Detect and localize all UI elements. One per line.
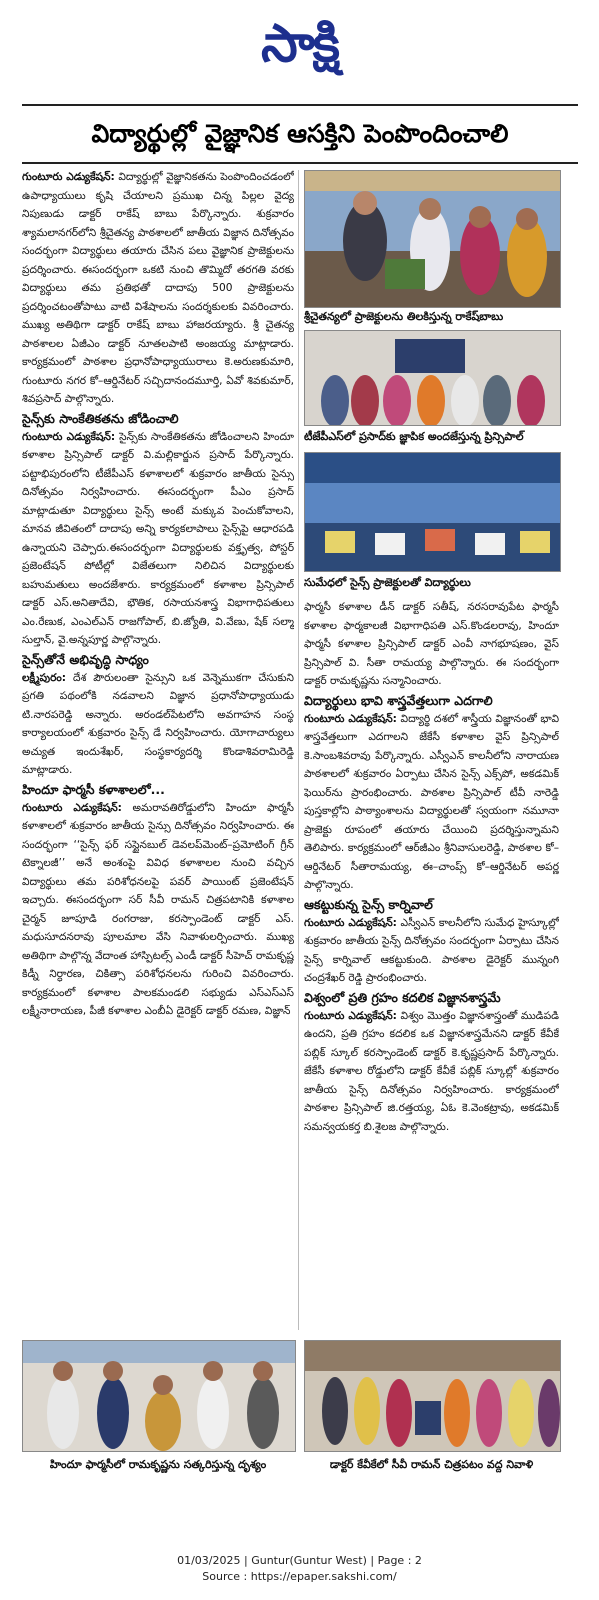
photo-image — [305, 171, 560, 307]
column-divider — [298, 170, 299, 1330]
photo-sri-chaitanya — [304, 170, 561, 308]
dateline: గుంటూరు ఎడ్యుకేషన్: — [304, 916, 397, 929]
article-body: విద్యార్థుల్లో వైజ్ఞానికతను పెంపొందించడంలో ఉపాధ్యాయులు కృషి చేయాలని ప్రముఖ చిన్న పిల్లల వైద్య నిపుణుడు డాక్టర్ రాకేష్ బాబు పేర్కొన్నారు. శుక్రవారం శ్యామలానగర్‌లోని శ్రీచైతన్య పాఠశాలలో జాతీయ విజ్ఞాన దినోత్సవం సందర్భంగా విద్యార్థులు తయారు చేసిన పలు వైజ్ఞానిక ప్రాజెక్టులను ప్రదర్శించారు. ఈసందర్భంగా ఒకటి నుంచి తొమ్మిదో తరగతి వరకు విద్యార్థులు తమ ప్రతిభతో దాదాపు 500 ప్రాజెక్టులను ప్రదర్శించటంతోపాటు వాటి విశేషాలను సందర్శకులకు వివరించారు. ముఖ్య అతిథిగా డాక్టర్ రాకేష్ బాబు హాజరయ్యారు. శ్రీ చైతన్య పాఠశాలల ఏజీఎం డాక్టర్ నూతలపాటి అంజయ్య మాట్లాడారు. కార్యక్రమంలో పాఠశాల ప్రధానోపాధ్యాయురాలు కె.అరుణకుమారి, గుంటూరు నగర కో–ఆర్డినేటర్ సచ్చిదానందమూర్తి, ఏవో శివకుమార్, శివప్రసాద్ పాల్గొన్నారు. — [22, 171, 294, 405]
article-body: ఎస్వీఎన్ కాలనీలోని సుమేధ హైస్కూల్లో శుక్రవారం జాతీయ సైన్స్ దినోత్సవం సందర్భంగా ఏర్పాటు చేసిన సైన్స్ కార్నివాల్ ఆకట్టుకుంది. పాఠశాల డైరెక్టర్ మున్నంగి చంద్రశేఖర్ రెడ్డి ప్రారంభించారు. — [304, 916, 559, 984]
dateline: లక్ష్మీపురం: — [22, 671, 66, 684]
right-column — [304, 598, 559, 1328]
subheading: సైన్స్‌కు సాంకేతికతను జోడించాలి — [22, 410, 179, 426]
photo-caption: సుమేధలో సైన్స్ ప్రాజెక్టులతో విద్యార్థులు — [304, 576, 471, 589]
subheading: సైన్స్‌తోనే అభివృద్ధి సాధ్యం — [22, 651, 149, 667]
dateline: గుంటూరు ఎడ్యుకేషన్: — [304, 1009, 397, 1022]
photo-sumedha — [304, 452, 561, 572]
subheading: విశ్వంలో ప్రతి గ్రహం కదలిక విజ్ఞానశాస్త్రమే — [304, 989, 501, 1005]
photo-tjps — [304, 330, 561, 426]
article-paragraph — [304, 710, 559, 895]
footer-source: Source : https://epaper.sakshi.com/ — [202, 1570, 397, 1583]
photo-image — [305, 453, 560, 571]
photo-caption: హిందూ ఫార్మసీలో రామకృష్ణను సత్కరిస్తున్న దృశ్యం — [49, 1458, 267, 1471]
dateline: గుంటూరు ఎడ్యుకేషన్: — [304, 712, 397, 725]
photo-caption: డాక్టర్ కేవీకేలో సీవీ రామన్ చిత్రపటం వద్ద నివాళి — [329, 1458, 534, 1471]
article-paragraph — [22, 168, 294, 409]
subheading: ఆకట్టుకున్న సైన్స్ కార్నివాల్ — [304, 896, 433, 912]
dateline: గుంటూరు ఎడ్యుకేషన్: — [22, 430, 116, 443]
headline: విద్యార్థుల్లో వైజ్ఞానిక ఆసక్తిని పెంపొందించాలి — [91, 119, 509, 148]
sakshi-logo: సాక్షి — [261, 14, 338, 74]
article-body: విద్యార్థి దశలో శాస్త్రీయ విజ్ఞానంతో భావి శాస్త్రవేత్తలుగా ఎదగాలని జేకేసీ కళాశాల వైస్ ప్రిన్సిపాల్ కె.సాంబశివరావు పేర్కొన్నారు. ఎస్వీఎన్ కాలనీలోని నారాయణ పాఠశాలలో శుక్రవారం ఏర్పాటు చేసిన సైన్స్ ఎక్స్‌పో, అకడమిక్ ఫెయిర్‌ను ప్రారంభించారు. పాఠశాల ప్రిన్సిపాల్ టీవీ నారెడ్డి పుస్తకాల్లోని పాఠ్యాంశాలను విద్యార్థులతో స్వయంగా నమూనా ప్రాజెక్టు రూపంలో తయారు చేయించి ప్రదర్శిస్తున్నామని తెలిపారు. కార్యక్రమంలో ఆర్‌జీఎం శ్రీనివాసులరెడ్డి, పాఠశాల కో–ఆర్డినేటర్ సీతారామయ్య, ఈ–చాంప్స్ కో–ఆర్డినేటర్ అపర్ణ పాల్గొన్నారు. — [304, 712, 559, 891]
photo-image — [305, 331, 560, 425]
headline-top-rule — [22, 104, 578, 106]
article-body: సైన్స్‌కు సాంకేతికతను జోడించాలని హిందూ కళాశాల ప్రిన్సిపాల్ డాక్టర్ వి.మల్లికార్జున ప్రసాద్ పేర్కొన్నారు. పట్టాభిపురంలోని టీజేపీఎస్ కళాశాలలో శుక్రవారం జాతీయ సైన్సు దినోత్సవం నిర్వహించారు. ఈసందర్భంగా పీఎం ప్రసాద్ మాట్లాడుతూ విద్యార్థులు సైన్స్ అంటే మక్కువ పెంచుకోవాలని, మానవ జీవితంలో దాదాపు అన్ని కార్యకలాపాలు సైన్స్‌పై ఆధారపడి ఉన్నాయని చెప్పారు.ఈసందర్భంగా విద్యార్థులకు వక్తృత్వ, పోస్టర్ ప్రజెంటేషన్ పోటీల్లో విజేతలుగా నిలిచిన విద్యార్థులకు బహుమతులు అందజేశారు. కార్యక్రమంలో కళాశాల ప్రిన్సిపాల్ డాక్టర్ ఎస్.అనితాదేవి, భౌతిక, రసాయనశాస్త్ర విభాగాధిపతులు ఎం.రేణుక, ఎంఎల్ఎన్ రాజగోపాల్, బి.జ్యోతి, వి.వేణు, షేక్ సల్మా సుల్తాన్, వై.అన్నపూర్ణ పాల్గొన్నారు. — [22, 430, 294, 646]
masthead — [0, 0, 599, 90]
article-paragraph — [22, 799, 294, 1021]
article-paragraph — [22, 428, 294, 650]
photo-image — [305, 1341, 560, 1451]
photo-hindu-pharmacy — [22, 1340, 296, 1452]
photo-image — [23, 1341, 295, 1451]
footer-info: 01/03/2025 | Guntur(Guntur West) | Page : 2 — [177, 1554, 422, 1567]
left-column — [22, 168, 294, 1326]
article-body: అమరావతిరోడ్డులోని హిందూ ఫార్మసీ కళాశాలలో శుక్రవారం జాతీయ సైన్సు దినోత్సవం నిర్వహించారు. ఈ సందర్భంగా ‘‘సైన్స్ ఫర్ సస్టైనబుల్ డెవలప్‌మెంట్–ప్రమోటింగ్ గ్రీన్ టెక్నాలజీ’’ అనే అంశంపై వివిధ కళాశాలల నుంచి వచ్చిన విద్యార్థులు తమ పరిశోధనలపై పవర్ పాయింట్ ప్రజెంటేషన్ ఇచ్చారు. ఈసందర్భంగా సర్ సీవీ రామన్ చిత్రపటానికి కళాశాల చైర్మన్ జూపూడి రంగరాజు, కరస్పాండెంట్ డాక్టర్ ఎస్. మధుసూదనరావు పూలమాల వేసి నివాళులర్పించారు. ముఖ్య అతిథిగా పాల్గొన్న వేదాంత హాస్పిటల్స్ ఎండీ డాక్టర్ సీహెచ్ రామకృష్ణ కిడ్నీ నిర్ధారణ, చికిత్సా పరిశోధనలను గురించి వివరించారు. కార్యక్రమంలో కళాశాల పాలకమండలి సభ్యుడు ఎస్ఎస్ఎస్ లక్ష్మీనారాయణ, పీజీ కళాశాల ఎంబీఏ డైరెక్టర్ డాక్టర్ రమణ, విజ్ఞాన్ — [22, 801, 294, 1017]
subheading: విద్యార్థులు భావి శాస్త్రవేత్తలుగా ఎదగాలి — [304, 692, 493, 708]
dateline: గుంటూరు ఎడ్యుకేషన్: — [22, 801, 122, 814]
photo-caption: శ్రీచైతన్యలో ప్రాజెక్టులను తిలకిస్తున్న రాకేష్‌బాబు — [304, 310, 504, 323]
article-paragraph — [304, 1007, 559, 1137]
photo-kvk — [304, 1340, 561, 1452]
subheading: హిందూ ఫార్మసీ కళాశాలలో... — [22, 781, 165, 797]
dateline: గుంటూరు ఎడ్యుకేషన్: — [22, 171, 115, 183]
photo-caption: టీజేపీఎస్‌లో ప్రసాద్‌కు జ్ఞాపిక అందజేస్తున్న ప్రిన్సిపాల్ — [304, 430, 524, 443]
article-paragraph — [22, 669, 294, 780]
article-body: విశ్వం మొత్తం విజ్ఞానశాస్త్రంతో ముడిపడి ఉందని, ప్రతి గ్రహం కదలిక ఒక విజ్ఞానశాస్త్రమేనని డాక్టర్ కేవీకే పబ్లిక్ స్కూల్ కరస్పాండెంట్ డాక్టర్ కె.కృష్ణప్రసాద్ పేర్కొన్నారు. జేకేసీ కళాశాల రోడ్డులోని డాక్టర్ కేవీకే పబ్లిక్ స్కూల్లో శుక్రవారం జాతీయ సైన్స్ దినోత్సవం నిర్వహించారు. కార్యక్రమంలో పాఠశాల ప్రిన్సిపాల్ జి.రత్తయ్య, ఏఓ కె.వెంకట్రావు, అకడమిక్ సమన్వయకర్త బి.శైలజ పాల్గొన్నారు. — [304, 1009, 559, 1133]
article-paragraph — [304, 914, 559, 988]
article-body: దేశ పౌరులంతా సైన్సుని ఒక వెన్నెముకగా చేసుకుని ప్రగతి పథంలోకి నడవాలని విజ్ఞాన ప్రధానోపాధ్యాయుడు టి.నారపరెడ్డి అన్నారు. అరండల్‌పేటలోని అవగాహన సంస్థ కార్యాలయంలో శుక్రవారం సైన్స్ డే నిర్వహించారు. యోగాచార్యులు అచ్యుత ఇందుశేఖర్, సంస్థకార్యదర్శి కొండాశివరామిరెడ్డి మాట్లాడారు. — [22, 671, 294, 776]
headline-bottom-rule — [22, 162, 578, 164]
article-paragraph: ఫార్మసీ కళాశాల డీన్ డాక్టర్ సతీష్, నరసరావుపేట ఫార్మసీ కళాశాల ఫార్మకాలజీ విభాగాధిపతి ఎస్.కొండలరావు, హిందూ ఫార్మసీ కళాశాల ప్రిన్సిపాల్ డాక్టర్ ఎంవీ నాగభూషణం, వైస్ ప్రిన్సిపాల్ వి. సీతా రామయ్య పాల్గొన్నారు. ఈ సందర్భంగా డాక్టర్ రామకృష్ణను సన్మానించారు. — [304, 601, 559, 687]
